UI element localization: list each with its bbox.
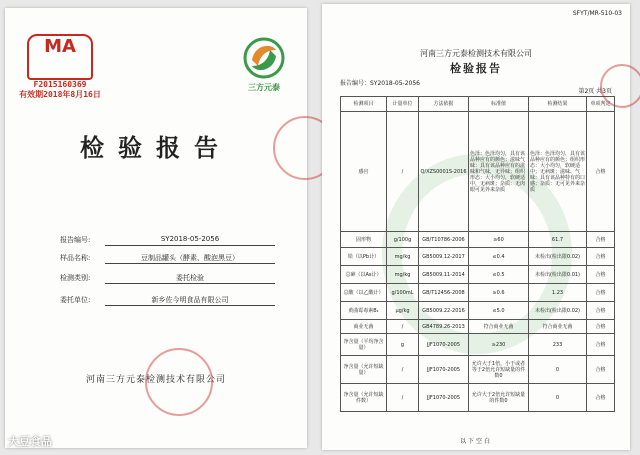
cell-verdict: 合格: [587, 302, 615, 320]
results-table: [340, 96, 615, 412]
cell-standard: 允许大于2倍允许短缺量的件数0: [469, 384, 529, 412]
logo-name: 三方元泰: [248, 83, 280, 92]
client-row: [60, 293, 275, 307]
table-row: [341, 384, 615, 412]
table-row: [341, 334, 615, 356]
cell-result: 1.23: [529, 284, 587, 302]
cell-result: 0: [529, 356, 587, 384]
field-value: 豆制品罐头（酵素、酸泡黑豆）: [105, 253, 275, 264]
cell-unit: μg/kg: [387, 302, 419, 320]
ma-number: F2015160369: [33, 80, 87, 89]
ma-validity: 有效期2018年8月16日: [19, 90, 101, 99]
cell-standard: ≤5.0: [469, 302, 529, 320]
cell-result: 色泽：色泽均匀，具有该品种应有的颜色；组织形态：大小均匀，软硬适中；无病斑；滋味、气味：具有该品种特有的口感；杂质：无可见外来杂质: [529, 112, 587, 232]
table-row: [341, 266, 615, 284]
cell-result: 未检出(检出限0.02): [529, 302, 587, 320]
column-header: 单项判定: [587, 97, 615, 112]
cell-standard: ≤0.5: [469, 266, 529, 284]
cell-standard: ≤0.4: [469, 248, 529, 266]
cell-method: GB5009.11-2014: [419, 266, 469, 284]
report-number-row: [60, 233, 275, 247]
cell-item: 铅（以Pb计）: [341, 248, 387, 266]
column-header: 检测项目: [341, 97, 387, 112]
cell-unit: /: [387, 384, 419, 412]
cell-verdict: 合格: [587, 356, 615, 384]
cell-unit: /: [387, 112, 419, 232]
cell-method: GB4789.26-2013: [419, 320, 469, 334]
cell-item: 商业无菌: [341, 320, 387, 334]
cell-standard: 允许大于1倍，小于或者等于2倍允许短缺量的件数0: [469, 356, 529, 384]
cell-unit: g/100mL: [387, 284, 419, 302]
table-header-row: [341, 97, 615, 112]
cover-page: [5, 8, 307, 448]
column-header: 标准值: [469, 97, 529, 112]
test-category-row: [60, 271, 275, 285]
cell-method: JJF1070-2005: [419, 356, 469, 384]
issuer-name: 河南三方元泰检测技术有限公司: [85, 375, 226, 385]
cell-verdict: 合格: [587, 248, 615, 266]
field-label: 委托单位:: [60, 296, 91, 304]
cell-unit: g/100g: [387, 232, 419, 248]
cell-item: 固形物: [341, 232, 387, 248]
cell-method: Q/XZS0001S-2016: [419, 112, 469, 232]
company-name: 河南三方元泰检测技术有限公司: [420, 49, 532, 58]
cell-verdict: 合格: [587, 232, 615, 248]
field-label: 报告编号:: [60, 236, 91, 244]
document-code: SFYT/MR-510-03: [572, 10, 622, 17]
cell-item: 总砷（以As计）: [341, 266, 387, 284]
cell-result: 未检出(检出限0.01): [529, 266, 587, 284]
cell-unit: mg/kg: [387, 248, 419, 266]
report-number: 报告编号：SY2018-05-2056: [340, 80, 420, 87]
cell-verdict: 合格: [587, 384, 615, 412]
table-row: [341, 302, 615, 320]
cell-item: 净含量（允许短缺件数）: [341, 384, 387, 412]
cell-unit: /: [387, 356, 419, 384]
cell-result: 233: [529, 334, 587, 356]
cell-unit: /: [387, 320, 419, 334]
field-label: 样品名称:: [60, 254, 91, 262]
column-header: 方法依据: [419, 97, 469, 112]
results-page: [322, 4, 630, 450]
table-row: [341, 112, 615, 232]
cell-method: GB5009.22-2016: [419, 302, 469, 320]
column-header: 检测结果: [529, 97, 587, 112]
cell-method: GB/T10786-2006: [419, 232, 469, 248]
cover-title: 检验报告: [80, 133, 232, 162]
leaf-logo-icon: [240, 36, 288, 82]
table-row: [341, 356, 615, 384]
cell-standard: ≥60: [469, 232, 529, 248]
field-value: 委托检验: [105, 273, 275, 284]
field-value: SY2018-05-2056: [105, 235, 275, 246]
cell-result: 未检出(检出限0.02): [529, 248, 587, 266]
table-row: [341, 248, 615, 266]
cell-method: JJF1070-2005: [419, 334, 469, 356]
table-row: [341, 320, 615, 334]
field-value: 新乡佐今明食品有限公司: [105, 295, 275, 306]
cell-standard: 符合商业无菌: [469, 320, 529, 334]
cell-verdict: 合格: [587, 112, 615, 232]
sample-name-row: [60, 251, 275, 265]
cell-standard: ≥230: [469, 334, 529, 356]
report-title: 检验报告: [450, 62, 502, 75]
cell-unit: mg/kg: [387, 266, 419, 284]
end-of-table-note: 以下空白: [459, 438, 492, 445]
cell-item: 净含量（允许短缺量）: [341, 356, 387, 384]
page-indicator: 第2页 共3页: [578, 88, 612, 95]
cell-item: 总酸（以乙酸计）: [341, 284, 387, 302]
site-watermark: 大豆食品: [8, 435, 52, 448]
cell-verdict: 合格: [587, 334, 615, 356]
cell-result: 0: [529, 384, 587, 412]
column-header: 计量单位: [387, 97, 419, 112]
ma-certification-stamp: [19, 34, 101, 99]
cell-method: GB5009.12-2017: [419, 248, 469, 266]
cell-standard: ≥0.6: [469, 284, 529, 302]
table-row: [341, 284, 615, 302]
cell-unit: g: [387, 334, 419, 356]
cell-verdict: 合格: [587, 320, 615, 334]
cell-item: 感官: [341, 112, 387, 232]
cell-verdict: 合格: [587, 266, 615, 284]
cell-method: GB/T12456-2008: [419, 284, 469, 302]
cell-item: 净含量（平均净含量）: [341, 334, 387, 356]
cell-result: 符合商业无菌: [529, 320, 587, 334]
table-row: [341, 232, 615, 248]
field-label: 检测类别:: [60, 274, 91, 282]
cell-standard: 色泽：色泽均匀，具有该品种应有的颜色；滋味气味：具有该品种应有的滋味和气味，无异味；组织形态：大小均匀，软硬适中，无病斑；杂质：无肉眼可见外来杂质: [469, 112, 529, 232]
cell-method: JJF1070-2005: [419, 384, 469, 412]
ma-stamp-text: [13, 80, 107, 100]
cell-result: 61.7: [529, 232, 587, 248]
cell-verdict: 合格: [587, 284, 615, 302]
cell-item: 黄曲霉毒素B₁: [341, 302, 387, 320]
ma-mark: MA: [44, 36, 76, 57]
